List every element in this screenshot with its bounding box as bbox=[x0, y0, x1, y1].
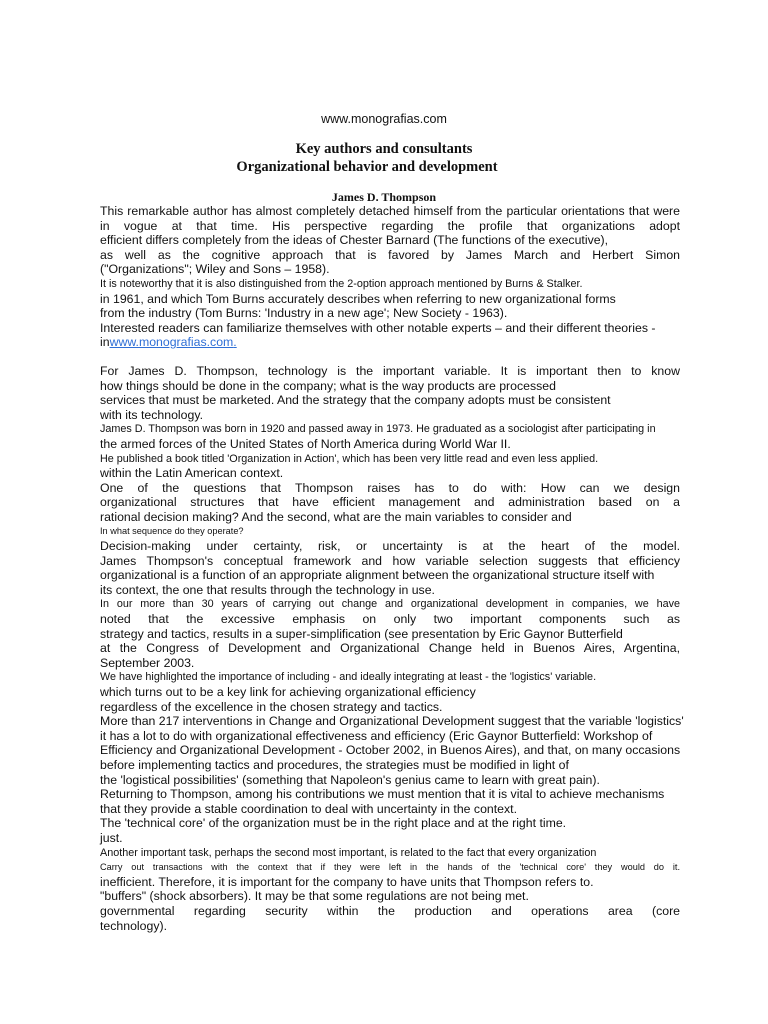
text-line: that they provide a stable coordination to deal with uncertainty in the context. bbox=[100, 801, 517, 816]
text-line: it has a lot to do with organizational effectiveness and efficiency (Eric Gaynor Butterfield: Workshop of bbox=[100, 728, 653, 743]
text-line: One of the questions that Thompson raises has to do with: How can we design bbox=[100, 480, 680, 495]
text-line: We have highlighted the importance of including - and ideally integrating at least - the 'logistics' variable. bbox=[100, 671, 597, 684]
text-line: He published a book titled 'Organization in Action', which has been very little read and even less applied. bbox=[100, 452, 599, 465]
text-line: efficient differs completely from the ideas of Chester Barnard (The functions of the executive), bbox=[100, 233, 609, 248]
text-line: September 2003. bbox=[100, 655, 195, 670]
text-line: in 1961, and which Tom Burns accurately describes when referring to new organizational forms bbox=[100, 291, 616, 306]
document-subtitle: Organizational behavior and development bbox=[236, 159, 498, 175]
text-line: In what sequence do they operate? bbox=[100, 526, 244, 537]
text-line: The 'technical core' of the organization must be in the right place and at the right time. bbox=[100, 816, 567, 831]
text-line: This remarkable author has almost completely detached himself from the particular orientations that were bbox=[100, 204, 680, 218]
text-line: inefficient. Therefore, it is important for the company to have units that Thompson refers to. bbox=[100, 874, 594, 889]
text-line: the 'logistical possibilities' (something that Napoleon's genius came to learn with great pain). bbox=[100, 772, 600, 787]
text-line: before implementing tactics and procedures, the strategies must be modified in light of bbox=[100, 757, 569, 772]
text-line: within the Latin American context. bbox=[100, 466, 284, 481]
link-prefix: in bbox=[100, 335, 110, 350]
author-heading: James D. Thompson bbox=[331, 190, 437, 204]
text-line: noted that the excessive emphasis on only two important components such as bbox=[100, 612, 680, 627]
text-line: regardless of the excellence in the chosen strategy and tactics. bbox=[100, 699, 443, 714]
text-line: organizational is a function of an appropriate alignment between the organizational structure itself with bbox=[100, 568, 655, 583]
text-line: technology). bbox=[100, 918, 167, 933]
text-line: organizational structures that have efficient management and administration based on a bbox=[100, 495, 680, 510]
text-line: In our more than 30 years of carrying out change and organizational development in companies, we have bbox=[100, 598, 680, 611]
text-line: More than 217 interventions in Change and Organizational Development suggest that the variable 'logistics' bbox=[100, 714, 684, 729]
document-title: Key authors and consultants bbox=[295, 141, 473, 157]
text-line: strategy and tactics, results in a super-simplification (see presentation by Eric Gaynor Butterfield bbox=[100, 626, 623, 641]
text-line: For James D. Thompson, technology is the important variable. It is important then to know bbox=[100, 363, 680, 378]
site-header: www.monografias.com bbox=[321, 112, 447, 126]
text-line: services that must be marketed. And the strategy that the company adopts must be consistent bbox=[100, 393, 611, 408]
link-line bbox=[100, 335, 680, 350]
link-suffix: . bbox=[233, 335, 237, 350]
text-line: Decision-making under certainty, risk, or uncertainty is at the heart of the model. bbox=[100, 539, 680, 554]
text-line: in vogue at that time. His perspective regarding the profile that organizations adopt bbox=[100, 218, 680, 233]
text-line: Another important task, perhaps the second most important, is related to the fact that every organization bbox=[100, 846, 597, 859]
text-line: as well as the cognitive approach that is favored by James March and Herbert Simon bbox=[100, 247, 680, 262]
text-line: "buffers" (shock absorbers). It may be that some regulations are not being met. bbox=[100, 889, 529, 904]
monografias-link[interactable]: www.monografias.com bbox=[109, 335, 234, 350]
text-line: its context, the one that results through the technology in use. bbox=[100, 582, 435, 597]
text-line: the armed forces of the United States of North America during World War II. bbox=[100, 436, 511, 451]
text-line: governmental regarding security within the production and operations area (core bbox=[100, 903, 680, 918]
text-line: how things should be done in the company; what is the way products are processed bbox=[100, 378, 556, 393]
text-line: James D. Thompson was born in 1920 and passed away in 1973. He graduated as a sociologist after participating in bbox=[100, 423, 656, 436]
text-line: James Thompson's conceptual framework and how variable selection suggests that efficiency bbox=[100, 553, 680, 568]
text-line: Carry out transactions with the context that if they were left in the hands of the 'technical core' they would do it. bbox=[100, 862, 680, 873]
text-line: It is noteworthy that it is also distinguished from the 2-option approach mentioned by Burns & Stalker. bbox=[100, 277, 583, 290]
text-line: just. bbox=[100, 830, 123, 845]
paragraph-gap bbox=[100, 350, 680, 364]
text-line: Efficiency and Organizational Development - October 2002, in Buenos Aires), and that, on many occasions bbox=[100, 743, 681, 758]
text-line: rational decision making? And the second, what are the main variables to consider and bbox=[100, 509, 572, 524]
text-line: with its technology. bbox=[100, 407, 203, 422]
text-line: from the industry (Tom Burns: 'Industry in a new age'; New Society - 1963). bbox=[100, 306, 508, 321]
text-line: Returning to Thompson, among his contributions we must mention that it is vital to achieve mechanisms bbox=[100, 787, 665, 802]
text-line: at the Congress of Development and Organizational Change held in Buenos Aires, Argentina, bbox=[100, 641, 680, 656]
text-line: Interested readers can familiarize themselves with other notable experts – and their different theories - bbox=[100, 320, 656, 335]
body-text bbox=[100, 204, 684, 933]
text-line: which turns out to be a key link for achieving organizational efficiency bbox=[100, 685, 476, 699]
text-line: ("Organizations"; Wiley and Sons – 1958). bbox=[100, 262, 330, 277]
